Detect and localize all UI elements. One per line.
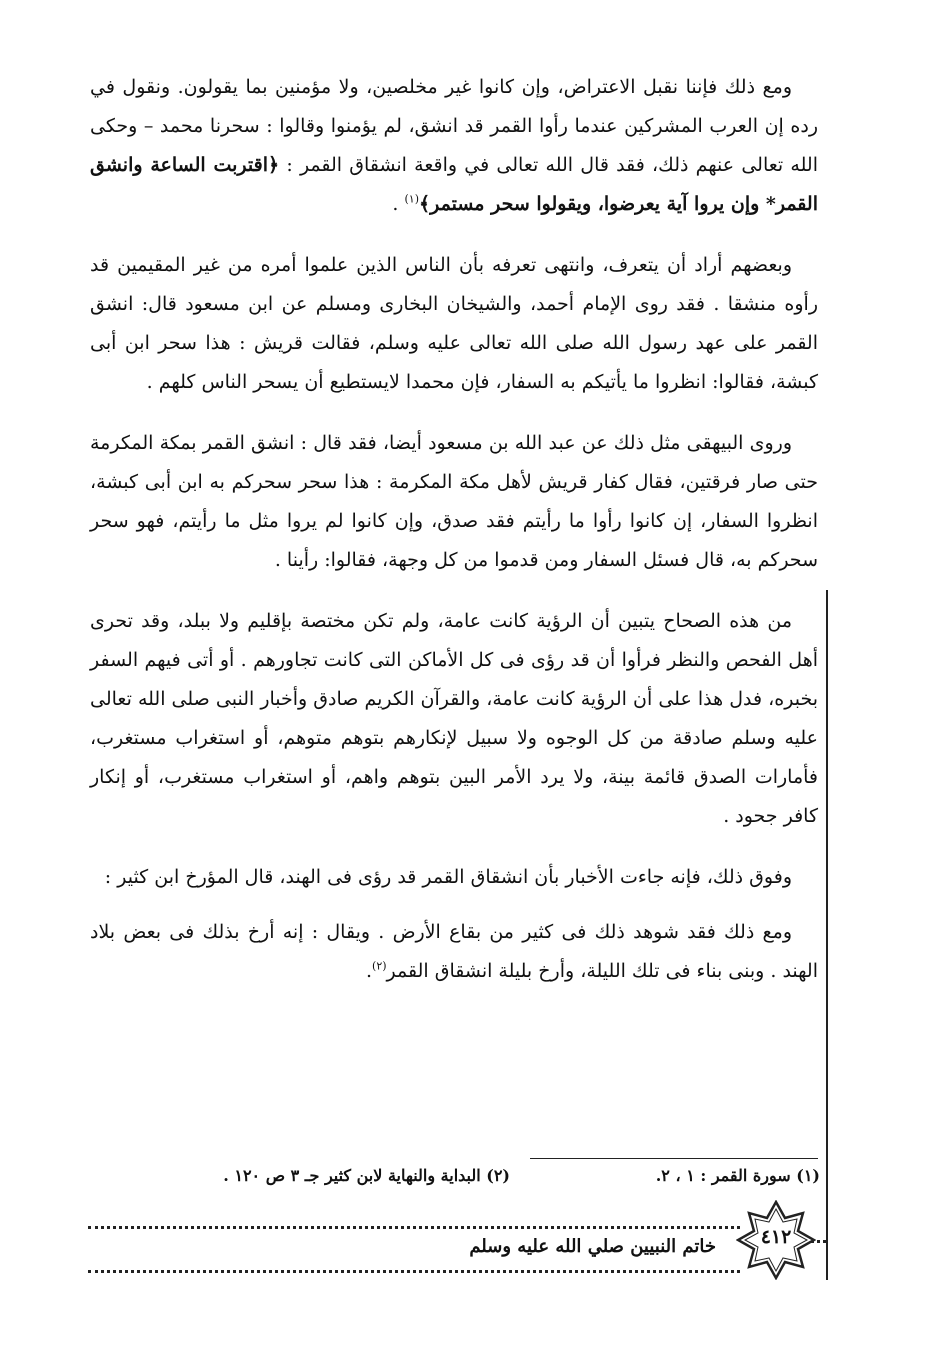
page-number: ٤١٢ <box>760 1226 792 1248</box>
paragraph-1 <box>90 68 818 224</box>
body-text <box>90 68 818 1013</box>
paragraph-6 <box>90 913 818 991</box>
footnote-divider <box>530 1158 818 1159</box>
footer-dotted-rule-top <box>88 1226 740 1229</box>
paragraph-6-end: . <box>365 960 373 982</box>
footnote-ref-2: (٢) <box>372 959 387 973</box>
footnotes <box>90 1166 820 1196</box>
paragraph-2: وبعضهم أراد أن يتعرف، وانتهى تعرفه بأن الناس الذين علموا أمره من غير المقيمين قد رأوه منشقا . فقد روى الإمام أحمد، والشيخان البخارى ومسلم عن ابن مسعود قال: انشق القمر على عهد رسول الله صلى الله تعالى عليه وسلم، فقالت قريش : هذا سحر ابن أبى كبشة، فقالوا: انظروا ما يأتيكم به السفار، فإن محمدا لايستطيع أن يسحر الناس كلهم . <box>90 254 818 393</box>
paragraph-1-end: . <box>392 193 405 215</box>
footnote-ref-1: (١) <box>404 192 420 206</box>
footnote-1: (١) سورة القمر : ١ ، ٢. <box>655 1166 820 1185</box>
paragraph-1-text: ومع ذلك فإننا نقبل الاعتراض، وإن كانوا غير مخلصين، ولا مؤمنين بما يقولون. ونقول في رده إن العرب المشركين عندما رأوا القمر قد انشق، لم يؤمنوا وقالوا : سحرنا محمد – وحكى الله تعالى عنهم ذلك، فقد قال الله تعالى في واقعة انشقاق القمر : <box>90 76 818 176</box>
paragraph-4: من هذه الصحاح يتبين أن الرؤية كانت عامة، ولم تكن مختصة بإقليم ولا ببلد، وقد تحرى أهل الفحص والنظر فرأوا أن قد رؤى فى كل الأماكن التى كانت تجاورهم . أو أتى فيهم السفر بخبره، فدل هذا على أن الرؤية كانت عامة، والقرآن الكريم صادق وأخبار النبى صلى الله تعالى عليه وسلم صادقة من كل الوجوه ولا سبيل لإنكارهم بتوهم متوهم، أو استغراب مستغرب، فأمارات الصدق قائمة بينة، ولا يرد الأمر البين بتوهم واهم، أو استغراب مستغرب، أو إنكار كافر جحود . <box>90 610 818 827</box>
paragraph-6-text: ومع ذلك فقد شوهد ذلك فى كثير من بقاع الأرض . ويقال : إنه أرخ بذلك فى بعض بلاد الهند . وبنى بناء فى تلك الليلة، وأرخ بليلة انشقاق القمر <box>90 921 818 982</box>
footnote-2: (٢) البداية والنهاية لابن كثير جـ ٣ ص ١٢٠ . <box>223 1166 510 1185</box>
running-footer-title: خاتم النبيين صلي الله عليه وسلم <box>469 1236 716 1257</box>
margin-rule <box>826 590 828 1280</box>
paragraph-3: وروى البيهقى مثل ذلك عن عبد الله بن مسعود أيضا، فقد قال : انشق القمر بمكة المكرمة حتى صار فرقتين، فقال كفار قريش لأهل مكة المكرمة : هذا سحر سحركم به ابن أبى كبشة، انظروا السفار، إن كانوا رأوا ما رأيتم فقد صدق، وإن كانوا لم يروا مثل ما رأيتم، فهو سحر سحركم به، قال فسئل السفار ومن قدموا من كل وجهة، فقالوا: رأينا . <box>90 432 818 571</box>
footer-dotted-rule-bottom <box>88 1270 740 1273</box>
paragraph-5: وفوق ذلك، فإنه جاءت الأخبار بأن انشقاق القمر قد رؤى فى الهند، قال المؤرخ ابن كثير : <box>104 866 792 888</box>
quran-verse: ﴿اقتربت الساعة وانشق القمر* وإن يروا آية يعرضوا، ويقولوا سحر مستمر﴾ <box>90 154 818 215</box>
